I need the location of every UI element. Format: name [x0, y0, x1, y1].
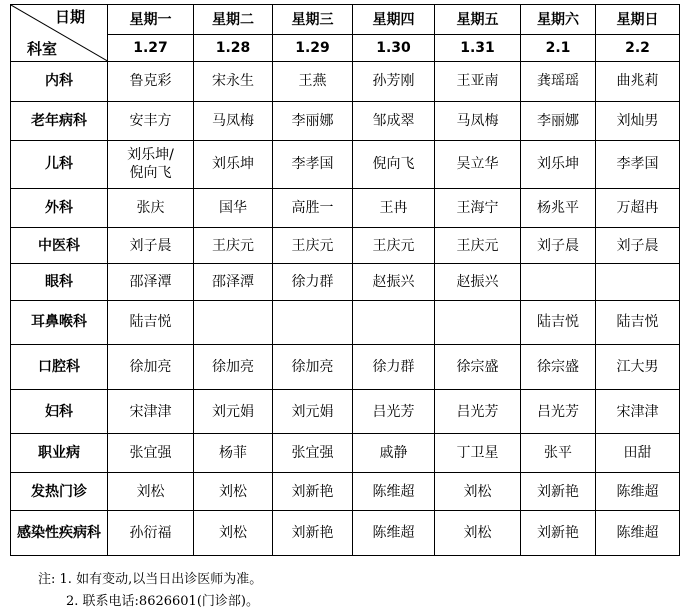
schedule-row: [11, 389, 680, 434]
department-name: 内科: [11, 61, 108, 102]
doctor-cell: [435, 300, 521, 345]
schedule-row: [11, 264, 680, 300]
schedule-row: [11, 189, 680, 227]
corner-department-label: 科室: [27, 39, 58, 58]
day-date-tuesday: 1.28: [194, 35, 273, 61]
department-name: 职业病: [11, 434, 108, 472]
doctor-cell: 徐宗盛: [435, 345, 521, 390]
note-2-text: 联系电话:8626601(门诊部)。: [82, 594, 259, 609]
department-name: 妇科: [11, 389, 108, 434]
doctor-cell: 邹成翠: [353, 102, 435, 140]
doctor-cell: 江大男: [596, 345, 680, 390]
doctor-cell: 刘子晨: [108, 227, 194, 263]
day-date-friday: 1.31: [435, 35, 521, 61]
note-prefix: 注:: [38, 572, 56, 587]
doctor-cell: 刘新艳: [521, 511, 596, 556]
doctor-cell: 孙芳刚: [353, 61, 435, 102]
doctor-cell: 刘松: [435, 472, 521, 510]
schedule-row: [11, 227, 680, 263]
doctor-cell: 吴立华: [435, 140, 521, 189]
department-name: 眼科: [11, 264, 108, 300]
department-name: 耳鼻喉科: [11, 300, 108, 345]
schedule-row: [11, 511, 680, 556]
doctor-cell: 刘子晨: [596, 227, 680, 263]
day-name-friday: 星期五: [435, 5, 521, 35]
doctor-cell: [353, 300, 435, 345]
doctor-cell: 陈维超: [596, 511, 680, 556]
doctor-cell: 王庆元: [273, 227, 353, 263]
doctor-cell: 刘乐坤: [521, 140, 596, 189]
day-name-sunday: 星期日: [596, 5, 680, 35]
doctor-cell: 杨兆平: [521, 189, 596, 227]
doctor-cell: 宋永生: [194, 61, 273, 102]
doctor-cell: 田甜: [596, 434, 680, 472]
doctor-cell: 曲兆莉: [596, 61, 680, 102]
day-date-monday: 1.27: [108, 35, 194, 61]
day-name-monday: 星期一: [108, 5, 194, 35]
department-name: 外科: [11, 189, 108, 227]
schedule-row: [11, 140, 680, 189]
doctor-cell: 刘乐坤/ 倪向飞: [108, 140, 194, 189]
doctor-cell: 李丽娜: [521, 102, 596, 140]
doctor-cell: 陈维超: [353, 511, 435, 556]
doctor-cell: 刘乐坤: [194, 140, 273, 189]
doctor-cell: 戚静: [353, 434, 435, 472]
doctor-cell: 刘元娟: [273, 389, 353, 434]
doctor-cell: 刘新艳: [273, 511, 353, 556]
department-name: 儿科: [11, 140, 108, 189]
schedule-row: [11, 434, 680, 472]
doctor-cell: 丁卫星: [435, 434, 521, 472]
doctor-cell: 陈维超: [596, 472, 680, 510]
department-name: 发热门诊: [11, 472, 108, 510]
doctor-cell: [521, 264, 596, 300]
doctor-cell: 刘松: [194, 472, 273, 510]
department-name: 口腔科: [11, 345, 108, 390]
doctor-cell: 王庆元: [435, 227, 521, 263]
doctor-cell: 徐加亮: [108, 345, 194, 390]
doctor-cell: 刘灿男: [596, 102, 680, 140]
department-name: 中医科: [11, 227, 108, 263]
doctor-cell: 刘新艳: [273, 472, 353, 510]
department-name: 老年病科: [11, 102, 108, 140]
doctor-cell: [273, 300, 353, 345]
doctor-cell: 徐加亮: [194, 345, 273, 390]
day-name-wednesday: 星期三: [273, 5, 353, 35]
doctor-cell: 张宜强: [108, 434, 194, 472]
schedule-row: [11, 345, 680, 390]
doctor-cell: 吕光芳: [521, 389, 596, 434]
doctor-cell: 王庆元: [353, 227, 435, 263]
schedule-row: [11, 102, 680, 140]
doctor-cell: 张宜强: [273, 434, 353, 472]
day-name-thursday: 星期四: [353, 5, 435, 35]
doctor-cell: 龚瑶瑶: [521, 61, 596, 102]
doctor-cell: 张庆: [108, 189, 194, 227]
doctor-cell: 王亚南: [435, 61, 521, 102]
doctor-cell: 赵振兴: [353, 264, 435, 300]
doctor-cell: 徐力群: [273, 264, 353, 300]
doctor-cell: 徐宗盛: [521, 345, 596, 390]
note-1-text: 如有变动,以当日出诊医师为准。: [76, 572, 263, 587]
schedule-table: [10, 4, 680, 556]
doctor-cell: 孙衍福: [108, 511, 194, 556]
doctor-cell: 吕光芳: [435, 389, 521, 434]
doctor-cell: 宋津津: [596, 389, 680, 434]
doctor-cell: 王冉: [353, 189, 435, 227]
doctor-cell: 赵振兴: [435, 264, 521, 300]
day-name-tuesday: 星期二: [194, 5, 273, 35]
day-name-saturday: 星期六: [521, 5, 596, 35]
doctor-cell: 倪向飞: [353, 140, 435, 189]
note-1-number: 1.: [59, 572, 72, 587]
header-corner-cell: [11, 5, 108, 62]
doctor-cell: 邵泽潭: [108, 264, 194, 300]
doctor-cell: 刘松: [435, 511, 521, 556]
schedule-row: [11, 300, 680, 345]
day-date-thursday: 1.30: [353, 35, 435, 61]
doctor-cell: 刘子晨: [521, 227, 596, 263]
doctor-cell: 宋津津: [108, 389, 194, 434]
doctor-cell: 万超冉: [596, 189, 680, 227]
doctor-cell: 张平: [521, 434, 596, 472]
doctor-cell: 吕光芳: [353, 389, 435, 434]
doctor-cell: 李孝国: [596, 140, 680, 189]
doctor-cell: 陆吉悦: [521, 300, 596, 345]
doctor-cell: 刘松: [194, 511, 273, 556]
schedule-row: [11, 472, 680, 510]
day-date-sunday: 2.2: [596, 35, 680, 61]
note-line-2: [66, 590, 259, 609]
doctor-cell: [596, 264, 680, 300]
note-line-1: [38, 568, 262, 587]
note-2-number: 2.: [66, 594, 79, 609]
doctor-cell: 王庆元: [194, 227, 273, 263]
doctor-cell: 王海宁: [435, 189, 521, 227]
doctor-cell: [194, 300, 273, 345]
doctor-cell: 刘松: [108, 472, 194, 510]
schedule-row: [11, 61, 680, 102]
doctor-cell: 邵泽潭: [194, 264, 273, 300]
doctor-cell: 陈维超: [353, 472, 435, 510]
corner-date-label: 日期: [55, 8, 86, 26]
doctor-cell: 马凤梅: [194, 102, 273, 140]
department-name: 感染性疾病科: [11, 511, 108, 556]
doctor-cell: 高胜一: [273, 189, 353, 227]
doctor-cell: 杨菲: [194, 434, 273, 472]
doctor-cell: 鲁克彩: [108, 61, 194, 102]
doctor-cell: 徐加亮: [273, 345, 353, 390]
doctor-cell: 马凤梅: [435, 102, 521, 140]
doctor-cell: 安丰方: [108, 102, 194, 140]
doctor-cell: 陆吉悦: [108, 300, 194, 345]
doctor-cell: 李丽娜: [273, 102, 353, 140]
doctor-cell: 刘新艳: [521, 472, 596, 510]
doctor-cell: 李孝国: [273, 140, 353, 189]
doctor-cell: 徐力群: [353, 345, 435, 390]
doctor-cell: 王燕: [273, 61, 353, 102]
day-date-wednesday: 1.29: [273, 35, 353, 61]
doctor-cell: 国华: [194, 189, 273, 227]
day-date-saturday: 2.1: [521, 35, 596, 61]
doctor-cell: 陆吉悦: [596, 300, 680, 345]
doctor-cell: 刘元娟: [194, 389, 273, 434]
